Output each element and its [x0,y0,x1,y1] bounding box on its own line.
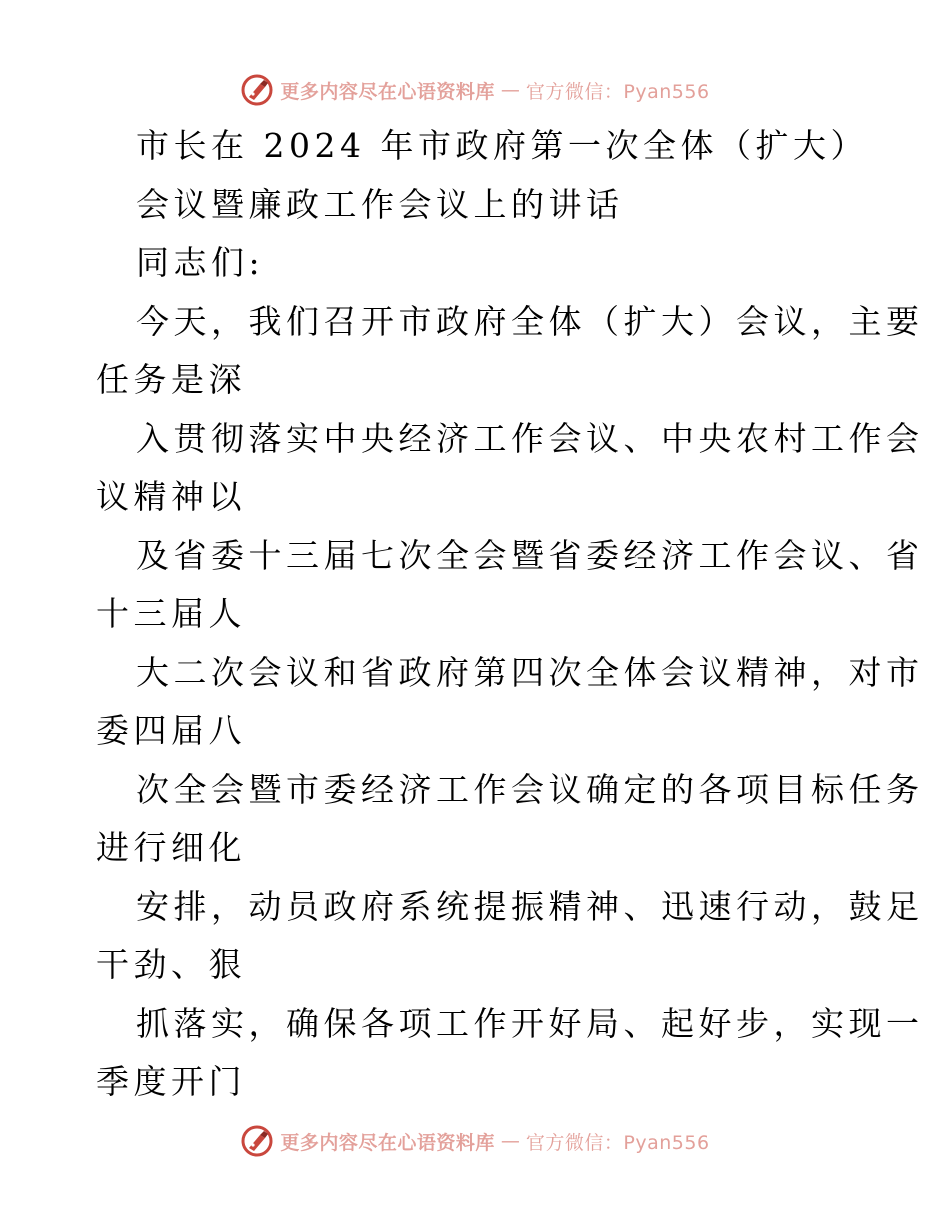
watermark-separator: — [500,1130,520,1152]
paragraph-line: 十三届人 [96,594,246,633]
document-body [96,117,924,1112]
watermark-wechat-text: 官方微信：Pyan556 [525,1131,710,1154]
watermark-site-text: 更多内容尽在心语资料库 [280,80,495,103]
paragraph-line: 干劲、狠 [96,945,246,984]
paragraph-line: 抓落实，确保各项工作开好局、起好步，实现一 [136,1003,924,1043]
paragraph-line: 议精神以 [96,477,246,516]
paragraph-line: 次全会暨市委经济工作会议确定的各项目标任务 [136,769,924,809]
paragraph-line: 任务是深 [96,360,246,399]
salutation: 同志们: [136,243,265,282]
paragraph-line: 委四届八 [96,711,246,750]
watermark-site-text: 更多内容尽在心语资料库 [280,1131,495,1154]
paragraph-line: 今天，我们召开市政府全体（扩大）会议，主要 [136,301,924,341]
paragraph-line: 季度开门 [96,1062,246,1101]
paragraph-line: 及省委十三届七次全会暨省委经济工作会议、省 [136,535,924,575]
paragraph-line: 入贯彻落实中央经济工作会议、中央农村工作会 [136,418,924,458]
paragraph-line: 进行细化 [96,828,246,867]
watermark-header [0,70,950,110]
pen-nib-circle-icon [240,1124,274,1158]
watermark-wechat-text: 官方微信：Pyan556 [525,80,710,103]
watermark-separator: — [500,79,520,101]
paragraph-line: 大二次会议和省政府第四次全体会议精神，对市 [136,652,924,692]
document-title-line-1: 市长在 2024 年市政府第一次全体（扩大） [136,126,868,165]
pen-nib-circle-icon [240,73,274,107]
paragraph-line: 安排，动员政府系统提振精神、迅速行动，鼓足 [136,886,924,926]
watermark-footer [0,1121,950,1161]
document-title-line-2: 会议暨廉政工作会议上的讲话 [136,184,624,224]
